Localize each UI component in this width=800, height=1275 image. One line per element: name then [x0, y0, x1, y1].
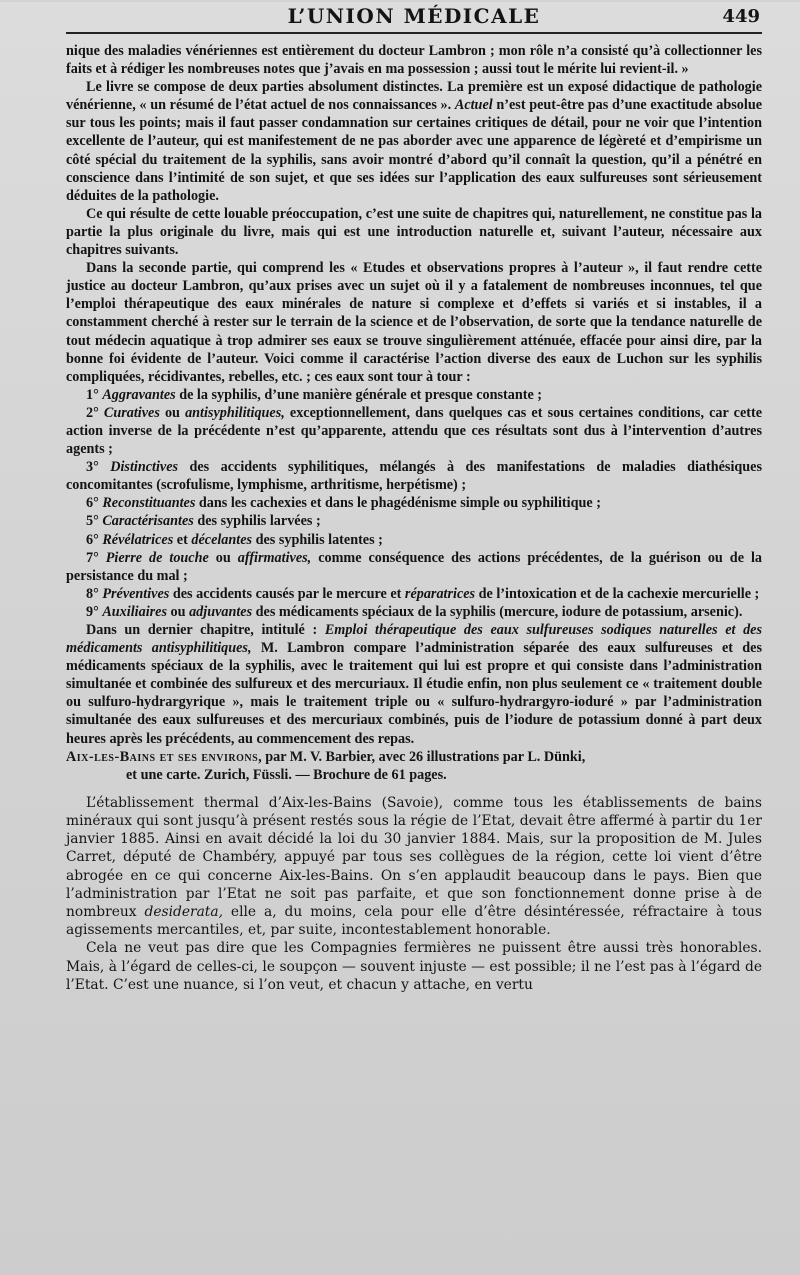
list-item: 6° Révélatrices et décelantes des syphilis latentes ; — [86, 531, 383, 548]
paragraph: Dans la seconde partie, qui comprend les « Etudes et observations propres à l’auteur », il faut rendre cette justice au docteur Lambron, qu’aux prises avec un sujet où il y a fatalement de nombreuses inconnues, tel que l’emploi thérapeutique des eaux minérales de nature si complexe et d’effets si variés et si instables, il a constamment cherché à rester sur le terrain de la science et de l’observation, de sorte que la tendance naturelle de tout médecin aquatique à trop admirer ses eaux se trouve singulièrement atténuée, effacée pour ainsi dire, par la bonne foi évidente de l’auteur. Voici comme il caractérise l’action diverse des eaux de Luchon sur les syphilis compliquées, récidivantes, rebelles, etc. ; ces eaux sont tour à tour : — [66, 260, 762, 385]
review-heading: Aix-les-Bains et ses environs, par M. V. Barbier, avec 26 illustrations par L. Dünki, — [66, 748, 586, 765]
list-item: 6° Reconstituantes dans les cachexies et dans le phagédénisme simple ou syphilitique ; — [86, 495, 601, 512]
journal-page — [0, 2, 800, 1275]
paragraph: Le livre se compose de deux parties absolument distinctes. La première est un exposé didactique de pathologie vénérienne, « un résumé de l’état actuel de nos connaissances ». Actuel n’est peut-être pas d’une exactitude absolue sur tous les points; mais il faut passer condamnation sur certaines critiques de détail, pour ne voir que l’intention excellente de l’auteur, qui est manifestement de ne pas aborder avec une apparence de légèreté et d’empirisme un côté spécial du traitement de la syphilis, sans avoir montré d’abord qu’il connaît la question, qu’il a pénétré en conscience dans l’intimité de son sujet, et que ses idées sur l’application des eaux sulfureuses sont sérieusement déduites de la pathologie. — [66, 79, 763, 204]
paragraph: L’établissement thermal d’Aix-les-Bains (Savoie), comme tous les établissements de bains minéraux qui sont jusqu’à présent restés sous la régie de l’Etat, devait être affermé à partir du 1er janvier 1885. Ainsi en avait décidé la loi du 30 janvier 1884. Mais, sur la proposition de M. Jules Carret, député de Chambéry, appuyé par tous ses collègues de la région, cette loi vient d’être abrogée en ce qui concerne Aix-les-Bains. On s’en applaudit beaucoup dans le pays. Bien que l’administration par l’Etat ne soit pas parfaite, et que son fonctionnement donne prise à de nombreux desiderata, elle a, du moins, cela pour elle d’être désintéressée, réfractaire à tous agissements mercantiles, et, par suite, incontestablement honorable. — [66, 794, 762, 939]
list-item: 9° Auxiliaires ou adjuvantes des médicaments spéciaux de la syphilis (mercure, iodure de potassium, arsenic). — [86, 603, 743, 620]
page-number: 449 — [722, 6, 760, 27]
list-item: 5° Caractérisantes des syphilis larvées ; — [86, 513, 321, 530]
paragraph: nique des maladies vénériennes est entièrement du docteur Lambron ; mon rôle n’a consisté qu’à collectionner les faits et à rédiger les nombreuses notes que j’avais en ma possession ; aussi tout le mérite lui revient-il. » — [66, 43, 762, 78]
running-header — [66, 2, 762, 34]
review-heading-continuation: et une carte. Zurich, Füssli. — Brochure de 61 pages. — [126, 766, 447, 783]
list-item: 3° Distinctives des accidents syphilitiques, mélangés à des manifestations de maladies diathésiques concomitantes (scrofulisme, lymphisme, arthritisme, herpétisme) ; — [66, 459, 762, 494]
journal-title: L’UNION MÉDICALE — [287, 4, 541, 28]
list-item: 1° Aggravantes de la syphilis, d’une manière générale et presque constante ; — [86, 386, 543, 403]
review-body — [66, 794, 762, 994]
list-item: 2° Curatives ou antisyphilitiques, exceptionnellement, dans quelques cas et sous certaines conditions, car cette action inverse de la précédente n’est qu’apparente, attendu que ces résultats sont dus à l’intervention d’autres agents ; — [66, 404, 762, 458]
article-body — [66, 42, 762, 784]
review-title: Aix-les-Bains et ses environs — [66, 748, 259, 765]
paragraph: Ce qui résulte de cette louable préoccupation, c’est une suite de chapitres qui, naturellement, ne constitue pas la partie la plus originale du livre, mais qui est une introduction naturelle et, suivant l’auteur, nécessaire aux chapitres suivants. — [66, 205, 762, 259]
list-item: 7° Pierre de touche ou affirmatives, comme conséquence des actions précédentes, de la guérison ou de la persistance du mal ; — [66, 549, 763, 584]
paragraph: Dans un dernier chapitre, intitulé : Emploi thérapeutique des eaux sulfureuses sodiques naturelles et des médicaments antisyphilitiques, M. Lambron compare l’administration séparée des eaux sulfureuses et des médicaments spéciaux de la syphilis, avec le traitement qui lui est propre et qui consiste dans l’administration simultanée et combinée des sulfureux et des mercuriaux. Il étudie enfin, non plus seulement ce « traitement double ou sulfuro-hydrargyrique », mais le traitement triple ou « sulfuro-hydrargyro-ioduré » par l’administration simultanée des eaux sulfureuses et des mercuriaux combinés, puis de l’iodure de potassium donné à part deux heures après les précédents, au commencement des repas. — [66, 622, 762, 747]
list-item: 8° Préventives des accidents causés par le mercure et réparatrices de l’intoxication et de la cachexie mercurielle ; — [86, 585, 760, 602]
paragraph: Cela ne veut pas dire que les Compagnies fermières ne puissent être aussi très honorables. Mais, à l’égard de celles-ci, le soupçon — souvent injuste — est possible; il ne l’est pas à l’égard de l’Etat. C’est une nuance, si l’on veut, et chacun y attache, en vertu — [66, 940, 762, 993]
